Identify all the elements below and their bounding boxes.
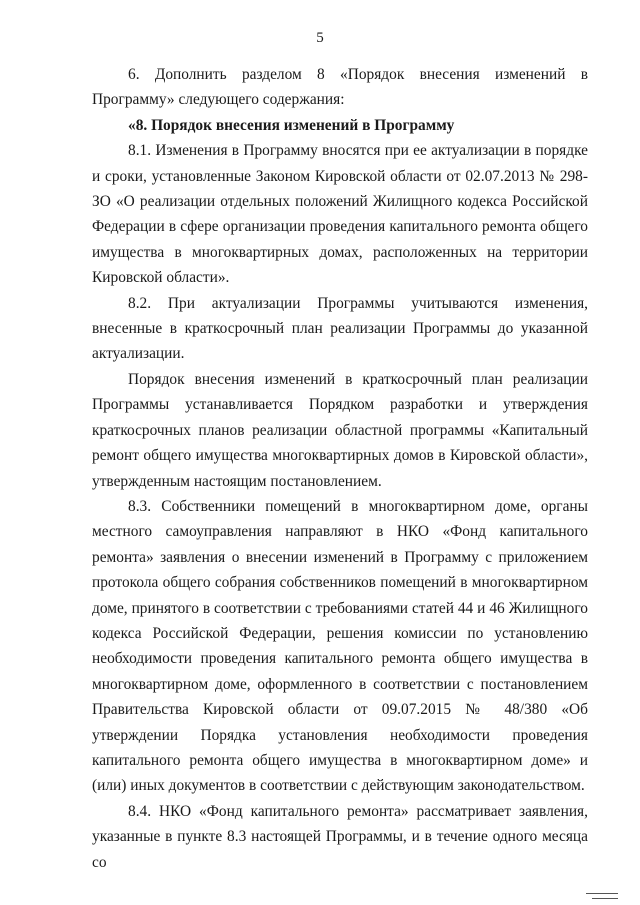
section-heading: «8. Порядок внесения изменений в Программу <box>128 116 455 134</box>
scan-mark <box>586 893 618 894</box>
document-body <box>92 62 588 875</box>
page-number: 5 <box>316 30 324 46</box>
paragraph-8-2: 8.2. При актуализации Программы учитываются изменения, внесенные в краткосрочный план реализации Программы до указанной актуализации. <box>92 294 588 363</box>
paragraph-amendment-intro: 6. Дополнить разделом 8 «Порядок внесения изменений в Программу» следующего содержания: <box>92 66 588 109</box>
paragraph-8-4: 8.4. НКО «Фонд капитального ремонта» рассматривает заявления, указанные в пункте 8.3 настоящей Программы, и в течение одного месяца со <box>92 802 588 871</box>
paragraph-short-term-plan: Порядок внесения изменений в краткосрочный план реализации Программы устанавливается Порядком разработки и утверждения краткосрочных планов реализации областной программы «Капитальный ремонт общего имущества многоквартирных домов в Кировской области», утвержденным настоящим постановлением. <box>92 370 588 490</box>
paragraph-8-1: 8.1. Изменения в Программу вносятся при ее актуализации в порядке и сроки, установленные Законом Кировской области от 02.07.2013 № 298-ЗО «О реализации отдельных положений Жилищного кодекса Российской Федерации в сфере организации проведения капитального ремонта общего имущества в многоквартирных домах, расположенных на территории Кировской области». <box>92 142 588 287</box>
paragraph-8-3: 8.3. Собственники помещений в многоквартирном доме, органы местного самоуправления направляют в НКО «Фонд капитального ремонта» заявления о внесении изменений в Программу с приложением протокола общего собрания собственников помещений в многоквартирном доме, принятого в соответствии с требованиями статей 44 и 46 Жилищного кодекса Российской Федерации, решения комиссии по установлению необходимости проведения капитального ремонта общего имущества в многоквартирном доме, оформленного в соответствии с постановлением Правительства Кировской области от 09.07.2015 № 48/380 «Об утверждении Порядка установления необходимости проведения капитального ремонта общего имущества в многоквартирном доме» и (или) иных документов в соответствии с действующим законодательством. <box>92 497 588 795</box>
scan-mark <box>592 898 618 899</box>
